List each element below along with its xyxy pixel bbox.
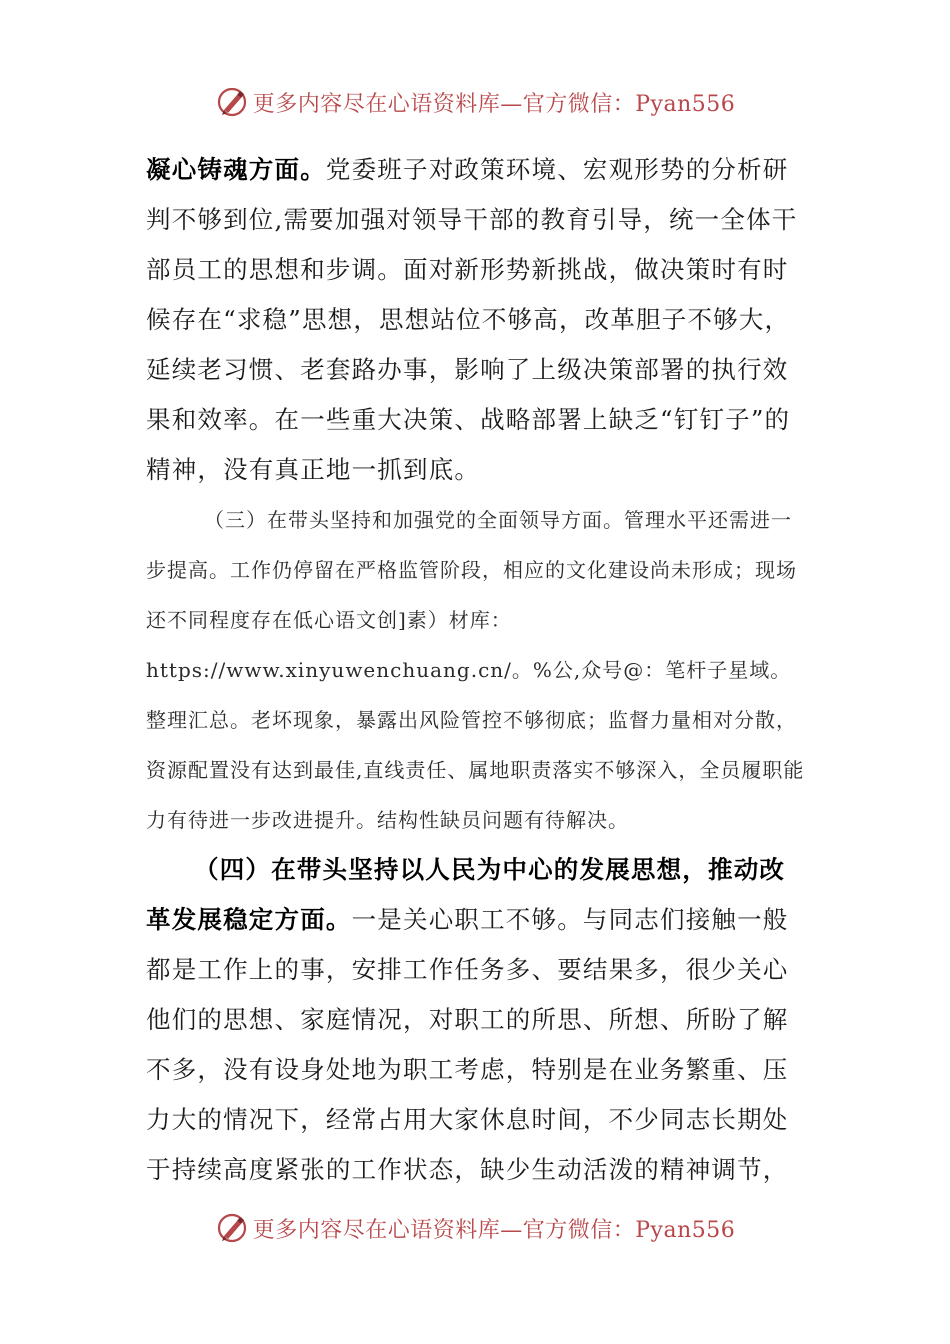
banner-text: 更多内容尽在心语资料库—官方微信：Pyan556 xyxy=(252,1217,736,1243)
pen-seal-logo-icon xyxy=(215,1211,249,1245)
paragraph-party-leadership xyxy=(146,495,806,845)
header-banner xyxy=(0,82,950,122)
paragraph-lead: 凝心铸魂方面。 xyxy=(146,155,326,184)
paragraph-lead: （四）在带头坚持以人民为中心的发展思想，推动改革发展稳定方面。 xyxy=(146,855,786,934)
pen-seal-logo-icon xyxy=(215,85,249,119)
paragraph-people-centered xyxy=(146,845,806,1195)
paragraph-body: （三）在带头坚持和加强党的全面领导方面。管理水平还需进一步提高。工作仍停留在严格监管阶段，相应的文化建设尚未形成；现场还不同程度存在低心语文创]素）材库：https://www.xinyuwenchuang.cn/。%公,众号@：笔杆子星域。整理汇总。老坏现象，暴露出风险管控不够彻底；监督力量相对分散，资源配置没有达到最佳,直线责任、属地职责落实不够深入，全员履职能力有待进一步改进提升。结构性缺员问题有待解决。 xyxy=(146,508,805,832)
paragraph-cohesion xyxy=(146,145,806,495)
banner-text: 更多内容尽在心语资料库—官方微信：Pyan556 xyxy=(252,91,736,117)
document-body xyxy=(146,145,806,1195)
paragraph-body: 一是关心职工不够。与同志们接触一般都是工作上的事，安排工作任务多、要结果多，很少关心他们的思想、家庭情况，对职工的所思、所想、所盼了解不多，没有设身处地为职工考虑，特别是在业务繁重、压力大的情况下，经常占用大家休息时间，不少同志长期处于持续高度紧张的工作状态，缺少生动活泼的精神调节， xyxy=(146,905,789,1184)
footer-banner xyxy=(0,1208,950,1248)
paragraph-body: 党委班子对政策环境、宏观形势的分析研判不够到位,需要加强对领导干部的教育引导，统一全体干部员工的思想和步调。面对新形势新挑战，做决策时有时候存在“求稳”思想，思想站位不够高，改革胆子不够大，延续老习惯、老套路办事，影响了上级决策部署的执行效果和效率。在一些重大决策、战略部署上缺乏“钉钉子”的精神，没有真正地一抓到底。 xyxy=(146,155,798,484)
